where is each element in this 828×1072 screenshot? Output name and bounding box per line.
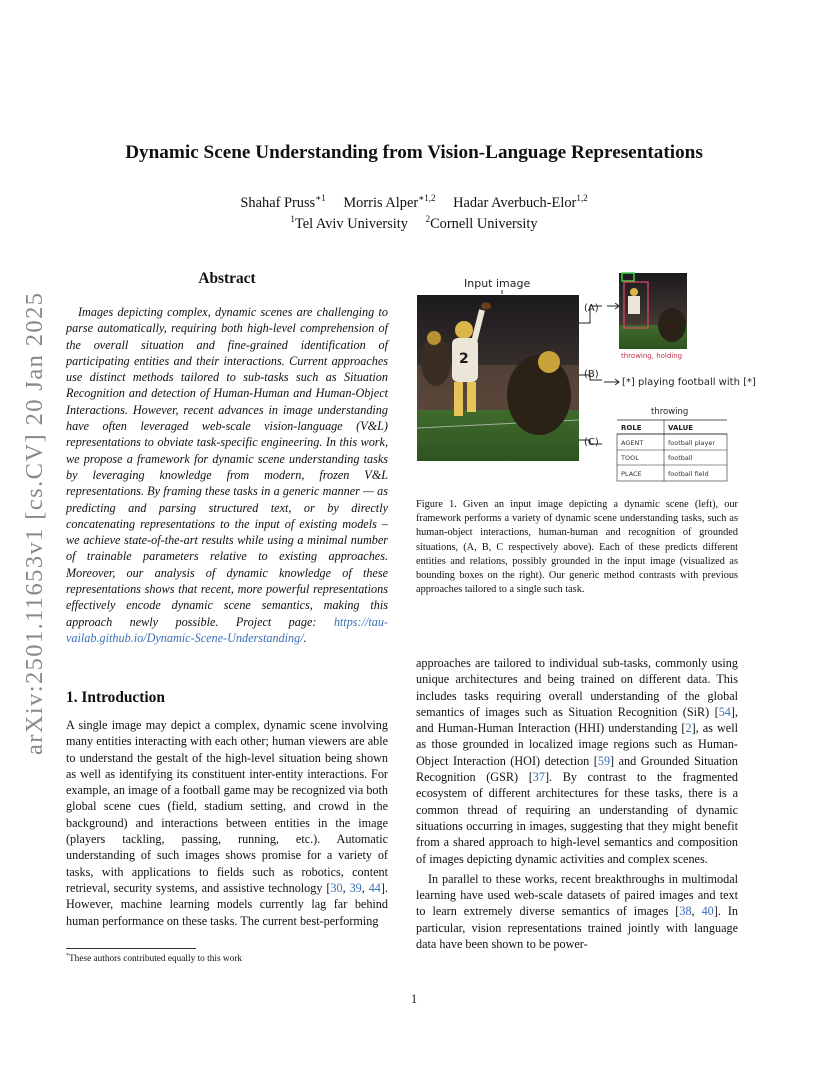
situation-table — [617, 420, 727, 481]
branch-c-label: (C) — [584, 437, 599, 448]
author: Hadar Averbuch-Elor$^{1,2}$ — [453, 193, 588, 211]
svg-text:2: 2 — [459, 351, 469, 367]
citation-link[interactable]: 30 — [330, 880, 343, 895]
input-image-label: Input image — [464, 277, 531, 290]
arxiv-id: arXiv:2501.11653v1 [cs.CV] 20 Jan 2025 — [21, 293, 48, 755]
hoi-thumbnail — [619, 273, 687, 349]
footnote-rule — [66, 948, 196, 949]
table-header: ROLE — [621, 424, 642, 432]
author-list — [0, 193, 828, 212]
hoi-label: throwing, holding — [621, 352, 683, 360]
table-cell: football player — [668, 439, 716, 447]
abstract-heading: Abstract — [198, 270, 256, 287]
project-page-link[interactable]: https://tau-vailab.github.io/Dynamic-Scene-Understanding/ — [66, 614, 388, 645]
citation-link[interactable]: 2 — [685, 721, 692, 736]
author: Morris Alper$^{∗1,2}$ — [343, 193, 436, 211]
table-title: throwing — [651, 407, 689, 417]
arxiv-stamp — [10, 290, 50, 760]
table-cell: football — [668, 454, 693, 462]
paragraph: In parallel to these works, recent breakthroughs in multimodal learning have used web-scale datasets of paired images and text to learn extremely diverse semantics of images [38, 40]. In particular, vision representations trained jointly with language data have been shown to be power- — [416, 871, 738, 952]
citation-link[interactable]: 59 — [597, 753, 611, 768]
branch-a-label: (A) — [584, 303, 599, 314]
citation-link[interactable]: 38 — [679, 904, 692, 919]
affiliation: $^2$Cornell University — [425, 214, 538, 232]
right-column-text — [416, 655, 738, 952]
affiliation-list — [0, 214, 828, 233]
table-cell: football field — [668, 470, 709, 478]
table-cell: AGENT — [621, 439, 644, 447]
paragraph: approaches are tailored to individual sub-tasks, commonly using unique architectures and being trained on different data. This includes tasks requiring overall understanding of the global semantics of images such as Situation Recognition (SiR) [54], and Human-Human Interaction (HHI) understanding [2], as well as those grounded in localized image regions such as Human-Object Interaction (HOI) detection [59] and Grounded Situation Recognition (GSR) [37]. By contrast to the fragmented ecosystem of different architectures for these tasks, there is a common thread of requiring an understanding of dynamic situations occurring in images, suggesting that they might benefit from a shared approach to high-level semantics and composition of images depicting dynamic activities and complex scenes. — [416, 656, 738, 866]
input-photo — [417, 295, 579, 461]
citation-link[interactable]: 40 — [701, 904, 714, 919]
citation-link[interactable]: 44 — [368, 880, 381, 895]
figure-caption: Figure 1. Given an input image depicting a dynamic scene (left), our framework performs a variety of dynamic scene understanding tasks, such as human-object interactions, human-human and recognition of grounded situations, (A, B, C respectively above). Each of these predicts different entities and relations, possibly grounded in the input image (visualized as bounding boxes on the right). Our generic method contrasts with previous approaches tailored to a single such task. — [416, 499, 738, 596]
affiliation: $^1$Tel Aviv University — [290, 214, 408, 232]
abstract-body: Images depicting complex, dynamic scenes are challenging to parse automatically, requiring both high-level comprehension of the overall situation and fine-grained identification of participating entities and their interactions. Current approaches use distinct methods tailored to sub-tasks such as Situation Recognition and detection of Human-Human and Human-Object Interactions. However, recent advances in image understanding have often leveraged web-scale vision-language (V&L) representations to obviate task-specific engineering. In this work, we propose a framework for dynamic scene understanding tasks by leveraging knowledge from modern, frozen V&L representations. By framing these tasks in a generic manner — as predicting and parsing structured text, or by directly concatenating representations to the input of existing models – we achieve state-of-the-art results while using a minimal number of trainable parameters relative to existing approaches. Moreover, our analysis of dynamic knowledge of these representations shows that recent, more powerful representations effectively encode dynamic scene semantics, making this approach newly possible. Project page: https://tau-vailab.github.io/Dynamic-Scene-Understanding/. — [66, 305, 388, 645]
page-number: 1 — [410, 992, 418, 1006]
figure-1 — [414, 270, 759, 485]
footnote: *These authors contributed equally to this work — [66, 953, 242, 965]
citation-link[interactable]: 54 — [718, 704, 731, 719]
branch-b-label: (B) — [584, 369, 599, 380]
author: Shahaf Pruss$^{∗1}$ — [240, 193, 326, 211]
paper-title: Dynamic Scene Understanding from Vision-Language Representations — [125, 142, 703, 163]
citation-link[interactable]: 39 — [349, 880, 362, 895]
section-heading: 1. Introduction — [66, 689, 165, 706]
intro-paragraph: A single image may depict a complex, dynamic scene involving many entities interacting with each other; human viewers are able to understand the gestalt of the high-level situation being shown as well as identifying its constituent inter-entity interactions. For example, an image of a football game may be recognized via both global scene cues (field, stadium setting, and crowd in the background) and interactions between entities in the image (players tackling, passing, running, etc.). Automatic understanding of such images shows promise for a variety of tasks, with applications to fields such as robotics, content retrieval, security systems, and assistive technology [30, 39, 44]. However, machine learning models currently lag far behind human performance on these tasks. The current best-performing — [66, 718, 388, 928]
table-cell: TOOL — [621, 454, 639, 462]
citation-link[interactable]: 37 — [532, 770, 545, 785]
table-header: VALUE — [668, 424, 694, 432]
hhi-caption: [*] playing football with [*] — [622, 377, 756, 388]
table-cell: PLACE — [621, 470, 642, 478]
